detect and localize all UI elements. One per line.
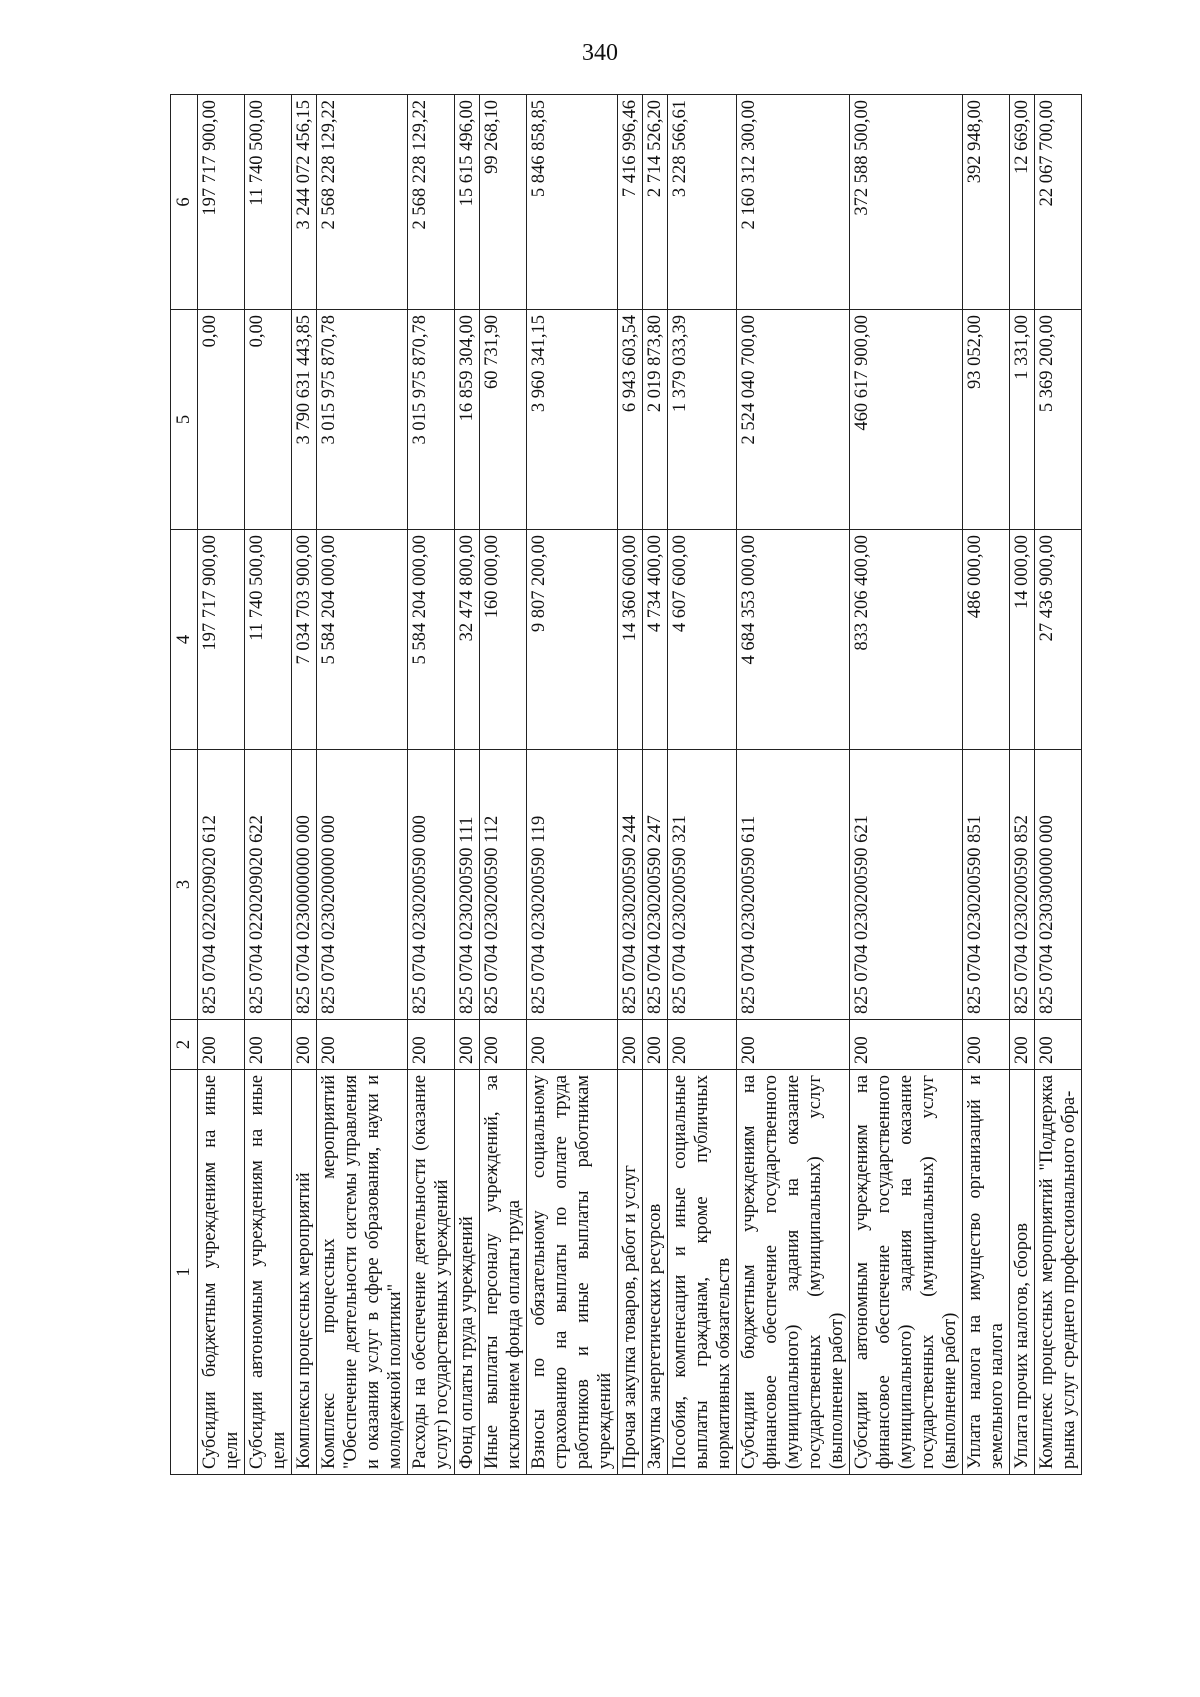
row-code-cell: 200 xyxy=(317,1020,408,1070)
row-unexecuted-cell: 392 948,00 xyxy=(963,95,1010,310)
table-row xyxy=(292,95,317,1475)
row-approved-cell: 14 360 600,00 xyxy=(618,530,643,750)
row-name-cell: Комплекс процессных мероприятий "Поддержка рынка услуг среднего профессионального обра- xyxy=(1035,1070,1082,1475)
row-executed-cell: 5 369 200,00 xyxy=(1035,310,1082,530)
row-code-cell: 200 xyxy=(527,1020,618,1070)
row-code-cell: 200 xyxy=(618,1020,643,1070)
row-executed-cell: 60 731,90 xyxy=(480,310,527,530)
row-executed-cell: 1 379 033,39 xyxy=(668,310,737,530)
row-classification-cell: 825 0704 0230200590 621 xyxy=(850,750,963,1020)
row-code-cell: 200 xyxy=(668,1020,737,1070)
row-classification-cell: 825 0704 0230200590 000 xyxy=(408,750,455,1020)
table-row xyxy=(1035,95,1082,1475)
table-row xyxy=(850,95,963,1475)
row-approved-cell: 5 584 204 000,00 xyxy=(408,530,455,750)
row-unexecuted-cell: 2 714 526,20 xyxy=(643,95,668,310)
row-approved-cell: 32 474 800,00 xyxy=(455,530,480,750)
row-code-cell: 200 xyxy=(850,1020,963,1070)
row-executed-cell: 3 790 631 443,85 xyxy=(292,310,317,530)
page-number: 340 xyxy=(582,40,618,66)
column-header: 5 xyxy=(171,310,198,530)
row-classification-cell: 825 0704 0230200590 112 xyxy=(480,750,527,1020)
row-executed-cell: 0,00 xyxy=(198,310,245,530)
column-header: 2 xyxy=(171,1020,198,1070)
row-classification-cell: 825 0704 0230200590 119 xyxy=(527,750,618,1020)
row-code-cell: 200 xyxy=(198,1020,245,1070)
column-header: 3 xyxy=(171,750,198,1020)
row-code-cell: 200 xyxy=(408,1020,455,1070)
row-executed-cell: 1 331,00 xyxy=(1010,310,1035,530)
row-unexecuted-cell: 5 846 858,85 xyxy=(527,95,618,310)
row-unexecuted-cell: 2 568 228 129,22 xyxy=(317,95,408,310)
row-code-cell: 200 xyxy=(1035,1020,1082,1070)
row-classification-cell: 825 0704 0220209020 612 xyxy=(198,750,245,1020)
row-name-cell: Субсидии бюджетным учреждениям на финансовое обеспечение государственного (муниципального) задания на оказание государственных (муниципальных) услуг (выполнение работ) xyxy=(737,1070,850,1475)
row-classification-cell: 825 0704 0230000000 000 xyxy=(292,750,317,1020)
table-row xyxy=(198,95,245,1475)
row-name-cell: Пособия, компенсации и иные социальные выплаты гражданам, кроме публичных нормативных обязательств xyxy=(668,1070,737,1475)
row-code-cell: 200 xyxy=(480,1020,527,1070)
row-approved-cell: 5 584 204 000,00 xyxy=(317,530,408,750)
row-classification-cell: 825 0704 0220209020 622 xyxy=(245,750,292,1020)
row-code-cell: 200 xyxy=(963,1020,1010,1070)
row-executed-cell: 2 019 873,80 xyxy=(643,310,668,530)
row-executed-cell: 3 015 975 870,78 xyxy=(317,310,408,530)
row-name-cell: Взносы по обязательному социальному страхованию на выплаты по оплате труда работников и иные выплаты работникам учреждений xyxy=(527,1070,618,1475)
row-unexecuted-cell: 197 717 900,00 xyxy=(198,95,245,310)
row-name-cell: Уплата налога на имущество организаций и земельного налога xyxy=(963,1070,1010,1475)
row-unexecuted-cell: 7 416 996,46 xyxy=(618,95,643,310)
row-executed-cell: 3 015 975 870,78 xyxy=(408,310,455,530)
column-header: 6 xyxy=(171,95,198,310)
row-approved-cell: 197 717 900,00 xyxy=(198,530,245,750)
row-approved-cell: 4 607 600,00 xyxy=(668,530,737,750)
row-unexecuted-cell: 3 244 072 456,15 xyxy=(292,95,317,310)
row-executed-cell: 16 859 304,00 xyxy=(455,310,480,530)
row-name-cell: Расходы на обеспечение деятельности (оказание услуг) государственных учреждений xyxy=(408,1070,455,1475)
table-row xyxy=(455,95,480,1475)
table-row xyxy=(737,95,850,1475)
row-approved-cell: 11 740 500,00 xyxy=(245,530,292,750)
row-code-cell: 200 xyxy=(1010,1020,1035,1070)
row-name-cell: Иные выплаты персоналу учреждений, за исключением фонда оплаты труда xyxy=(480,1070,527,1475)
row-name-cell: Прочая закупка товаров, работ и услуг xyxy=(618,1070,643,1475)
row-unexecuted-cell: 2 568 228 129,22 xyxy=(408,95,455,310)
row-unexecuted-cell: 3 228 566,61 xyxy=(668,95,737,310)
row-name-cell: Комплекс процессных мероприятий "Обеспечение деятельности системы управления и оказания услуг в сфере образования, науки и молодежной политики" xyxy=(317,1070,408,1475)
table-row xyxy=(1010,95,1035,1475)
row-name-cell: Субсидии автономным учреждениям на иные цели xyxy=(245,1070,292,1475)
row-code-cell: 200 xyxy=(455,1020,480,1070)
row-classification-cell: 825 0704 0230200590 244 xyxy=(618,750,643,1020)
row-name-cell: Уплата прочих налогов, сборов xyxy=(1010,1070,1035,1475)
row-classification-cell: 825 0704 0230200590 851 xyxy=(963,750,1010,1020)
row-approved-cell: 160 000,00 xyxy=(480,530,527,750)
row-code-cell: 200 xyxy=(737,1020,850,1070)
row-classification-cell: 825 0704 0230200590 611 xyxy=(737,750,850,1020)
row-executed-cell: 93 052,00 xyxy=(963,310,1010,530)
table-row xyxy=(643,95,668,1475)
row-name-cell: Субсидии автономным учреждениям на финансовое обеспечение государственного (муниципального) задания на оказание государственных (муниципальных) услуг (выполнение работ) xyxy=(850,1070,963,1475)
row-approved-cell: 4 684 353 000,00 xyxy=(737,530,850,750)
table-row xyxy=(668,95,737,1475)
row-executed-cell: 2 524 040 700,00 xyxy=(737,310,850,530)
row-executed-cell: 3 960 341,15 xyxy=(527,310,618,530)
column-header: 1 xyxy=(171,1070,198,1475)
column-header: 4 xyxy=(171,530,198,750)
row-approved-cell: 9 807 200,00 xyxy=(527,530,618,750)
row-unexecuted-cell: 372 588 500,00 xyxy=(850,95,963,310)
row-approved-cell: 27 436 900,00 xyxy=(1035,530,1082,750)
table-row xyxy=(527,95,618,1475)
row-approved-cell: 833 206 400,00 xyxy=(850,530,963,750)
row-name-cell: Комплексы процессных мероприятий xyxy=(292,1070,317,1475)
row-unexecuted-cell: 99 268,10 xyxy=(480,95,527,310)
row-unexecuted-cell: 22 067 700,00 xyxy=(1035,95,1082,310)
row-classification-cell: 825 0704 0230300000 000 xyxy=(1035,750,1082,1020)
row-approved-cell: 4 734 400,00 xyxy=(643,530,668,750)
row-approved-cell: 486 000,00 xyxy=(963,530,1010,750)
row-executed-cell: 0,00 xyxy=(245,310,292,530)
header-row xyxy=(171,95,198,1475)
report-table-rotated xyxy=(170,95,1079,1475)
table-row xyxy=(480,95,527,1475)
table-row xyxy=(618,95,643,1475)
row-approved-cell: 7 034 703 900,00 xyxy=(292,530,317,750)
row-unexecuted-cell: 11 740 500,00 xyxy=(245,95,292,310)
table-row xyxy=(408,95,455,1475)
table-row xyxy=(317,95,408,1475)
table-row xyxy=(245,95,292,1475)
row-name-cell: Субсидии бюджетным учреждениям на иные цели xyxy=(198,1070,245,1475)
row-classification-cell: 825 0704 0230200590 111 xyxy=(455,750,480,1020)
row-executed-cell: 6 943 603,54 xyxy=(618,310,643,530)
row-code-cell: 200 xyxy=(292,1020,317,1070)
row-unexecuted-cell: 15 615 496,00 xyxy=(455,95,480,310)
row-approved-cell: 14 000,00 xyxy=(1010,530,1035,750)
row-code-cell: 200 xyxy=(643,1020,668,1070)
row-code-cell: 200 xyxy=(245,1020,292,1070)
row-classification-cell: 825 0704 0230200590 247 xyxy=(643,750,668,1020)
report-table xyxy=(170,94,1082,1475)
table-row xyxy=(963,95,1010,1475)
row-executed-cell: 460 617 900,00 xyxy=(850,310,963,530)
row-classification-cell: 825 0704 0230200590 852 xyxy=(1010,750,1035,1020)
row-name-cell: Фонд оплаты труда учреждений xyxy=(455,1070,480,1475)
row-name-cell: Закупка энергетических ресурсов xyxy=(643,1070,668,1475)
row-unexecuted-cell: 12 669,00 xyxy=(1010,95,1035,310)
row-unexecuted-cell: 2 160 312 300,00 xyxy=(737,95,850,310)
row-classification-cell: 825 0704 0230200590 321 xyxy=(668,750,737,1020)
row-classification-cell: 825 0704 0230200000 000 xyxy=(317,750,408,1020)
